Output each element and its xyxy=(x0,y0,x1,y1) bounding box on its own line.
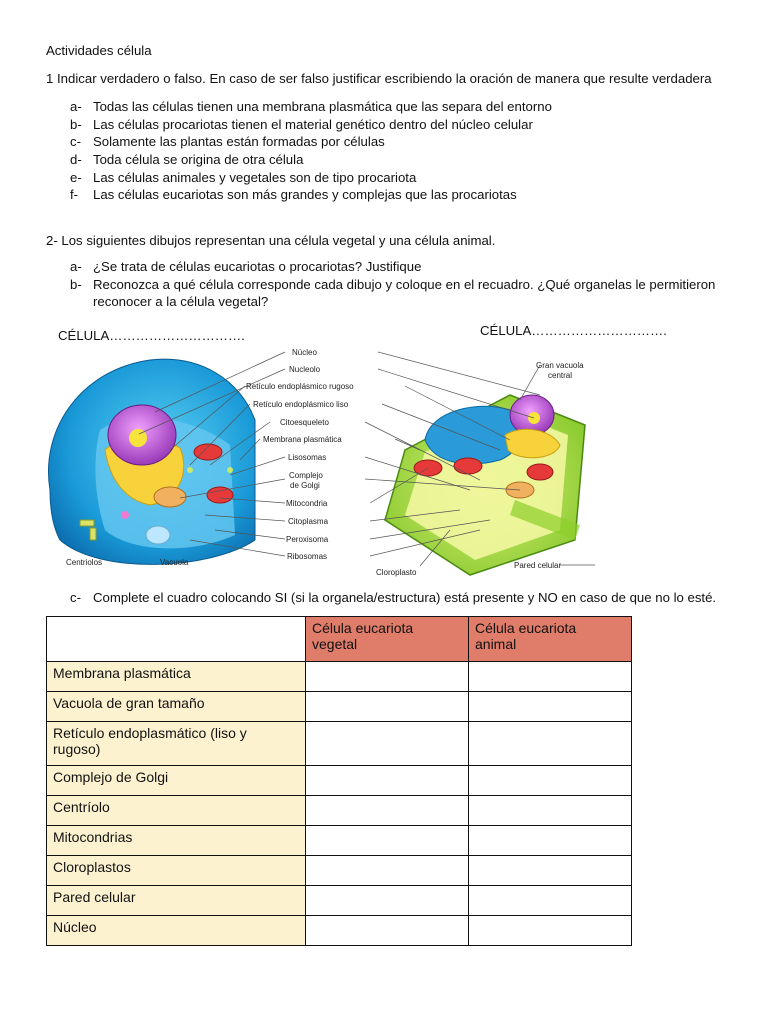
answer-cell-animal[interactable] xyxy=(469,856,632,886)
label-animal-vacuole: Vacuola xyxy=(160,558,189,567)
answer-cell-animal[interactable] xyxy=(469,886,632,916)
item-marker: d- xyxy=(70,152,82,167)
label-golgi-line2: de Golgi xyxy=(290,481,320,490)
table-row xyxy=(47,692,632,722)
answer-cell-plant[interactable] xyxy=(306,856,469,886)
table-header-row xyxy=(47,617,632,662)
answer-cell-animal[interactable] xyxy=(469,722,632,766)
row-label: Complejo de Golgi xyxy=(47,766,306,796)
row-label: Núcleo xyxy=(47,916,306,946)
answer-cell-plant[interactable] xyxy=(306,916,469,946)
table-row xyxy=(47,796,632,826)
table-row xyxy=(47,856,632,886)
answer-cell-plant[interactable] xyxy=(306,662,469,692)
label-cytoskeleton: Citoesqueleto xyxy=(280,418,329,427)
label-peroxisome: Peroxisoma xyxy=(286,535,329,544)
item-text: ¿Se trata de células eucariotas o procariotas? Justifique xyxy=(93,259,422,274)
organelle-table xyxy=(46,616,632,946)
table-row xyxy=(47,886,632,916)
item-text: Todas las células tienen una membrana plasmática que las separa del entorno xyxy=(93,99,552,114)
header-plant-cell: Célula eucariota vegetal xyxy=(306,617,469,662)
item-text: Reconozca a qué célula corresponde cada dibujo y coloque en el recuadro. ¿Qué organelas le permitieron xyxy=(93,277,716,292)
item-text: Toda célula se origina de otra célula xyxy=(93,152,304,167)
label-mitochondria: Mitocondria xyxy=(286,499,328,508)
question-2-prompt: 2- Los siguientes dibujos representan una célula vegetal y una célula animal. xyxy=(46,233,496,248)
item-text: Solamente las plantas están formadas por células xyxy=(93,134,385,149)
header-animal-cell: Célula eucariota animal xyxy=(469,617,632,662)
row-label: Mitocondrias xyxy=(47,826,306,856)
label-cytoplasm: Citoplasma xyxy=(288,517,329,526)
row-label: Retículo endoplasmático (liso y rugoso) xyxy=(47,722,306,766)
label-ribosomes: Ribosomas xyxy=(287,552,328,561)
row-label: Cloroplastos xyxy=(47,856,306,886)
item-marker: b- xyxy=(70,117,82,132)
answer-cell-animal[interactable] xyxy=(469,662,632,692)
item-marker: a- xyxy=(70,99,82,114)
label-golgi-line1: Complejo xyxy=(289,471,323,480)
left-cell-answer-label: CÉLULA…………………………. xyxy=(58,328,245,343)
label-centrioles: Centriolos xyxy=(66,558,103,567)
label-nucleolus: Nucleolo xyxy=(289,365,321,374)
item-marker: b- xyxy=(70,277,82,292)
item-marker: c- xyxy=(70,134,81,149)
answer-cell-plant[interactable] xyxy=(306,826,469,856)
answer-cell-plant[interactable] xyxy=(306,886,469,916)
item-marker: e- xyxy=(70,170,82,185)
label-cell-wall: Pared celular xyxy=(514,561,562,570)
q2-item-b xyxy=(70,277,715,292)
answer-cell-plant[interactable] xyxy=(306,796,469,826)
question-1-prompt: 1 Indicar verdadero o falso. En caso de ser falso justificar escribiendo la oración de manera que resulte verdadera xyxy=(46,71,712,86)
table-row xyxy=(47,916,632,946)
item-text: Las células animales y vegetales son de tipo procariota xyxy=(93,170,417,185)
q1-item-c xyxy=(70,134,385,149)
answer-cell-animal[interactable] xyxy=(469,826,632,856)
answer-cell-plant[interactable] xyxy=(306,692,469,722)
row-label: Vacuola de gran tamaño xyxy=(47,692,306,722)
item-marker: f- xyxy=(70,187,79,202)
q1-item-a xyxy=(70,99,552,114)
row-label: Pared celular xyxy=(47,886,306,916)
q2-item-c xyxy=(70,590,716,605)
label-lysosomes: Lisosomas xyxy=(288,453,327,462)
answer-cell-plant[interactable] xyxy=(306,766,469,796)
row-label: Centríolo xyxy=(47,796,306,826)
answer-cell-animal[interactable] xyxy=(469,766,632,796)
q2-item-a xyxy=(70,259,421,274)
answer-cell-animal[interactable] xyxy=(469,796,632,826)
item-marker: a- xyxy=(70,259,82,274)
page-title: Actividades célula xyxy=(46,43,152,58)
cell-diagram xyxy=(40,340,620,580)
right-cell-answer-label: CÉLULA…………………………. xyxy=(480,323,667,338)
label-rough-er: Retículo endoplásmico rugoso xyxy=(246,382,354,391)
plant-cell-illustration xyxy=(385,395,585,575)
q1-item-e xyxy=(70,170,416,185)
animal-cell-illustration xyxy=(48,359,255,564)
item-text: Las células procariotas tienen el material genético dentro del núcleo celular xyxy=(93,117,533,132)
table-row xyxy=(47,722,632,766)
q2-item-b-continuation: reconocer a la célula vegetal? xyxy=(93,294,269,309)
table-row xyxy=(47,826,632,856)
q1-item-b xyxy=(70,117,533,132)
q1-item-f xyxy=(70,187,517,202)
label-nucleus: Núcleo xyxy=(292,348,317,357)
answer-cell-animal[interactable] xyxy=(469,692,632,722)
row-label: Membrana plasmática xyxy=(47,662,306,692)
item-marker: c- xyxy=(70,590,81,605)
table-corner-cell xyxy=(47,617,306,662)
label-plant-vacuole-line2: central xyxy=(548,371,573,380)
label-plant-vacuole-line1: Gran vacuola xyxy=(536,361,584,370)
label-plasma-membrane: Membrana plasmática xyxy=(263,435,342,444)
label-chloroplast: Cloroplasto xyxy=(376,568,417,577)
item-text: Complete el cuadro colocando SI (si la organela/estructura) está presente y NO en caso de que no lo esté. xyxy=(93,590,717,605)
label-smooth-er: Retículo endoplásmico liso xyxy=(253,400,349,409)
q1-item-d xyxy=(70,152,303,167)
item-text: Las células eucariotas son más grandes y complejas que las procariotas xyxy=(93,187,517,202)
table-row xyxy=(47,766,632,796)
table-row xyxy=(47,662,632,692)
answer-cell-animal[interactable] xyxy=(469,916,632,946)
answer-cell-plant[interactable] xyxy=(306,722,469,766)
